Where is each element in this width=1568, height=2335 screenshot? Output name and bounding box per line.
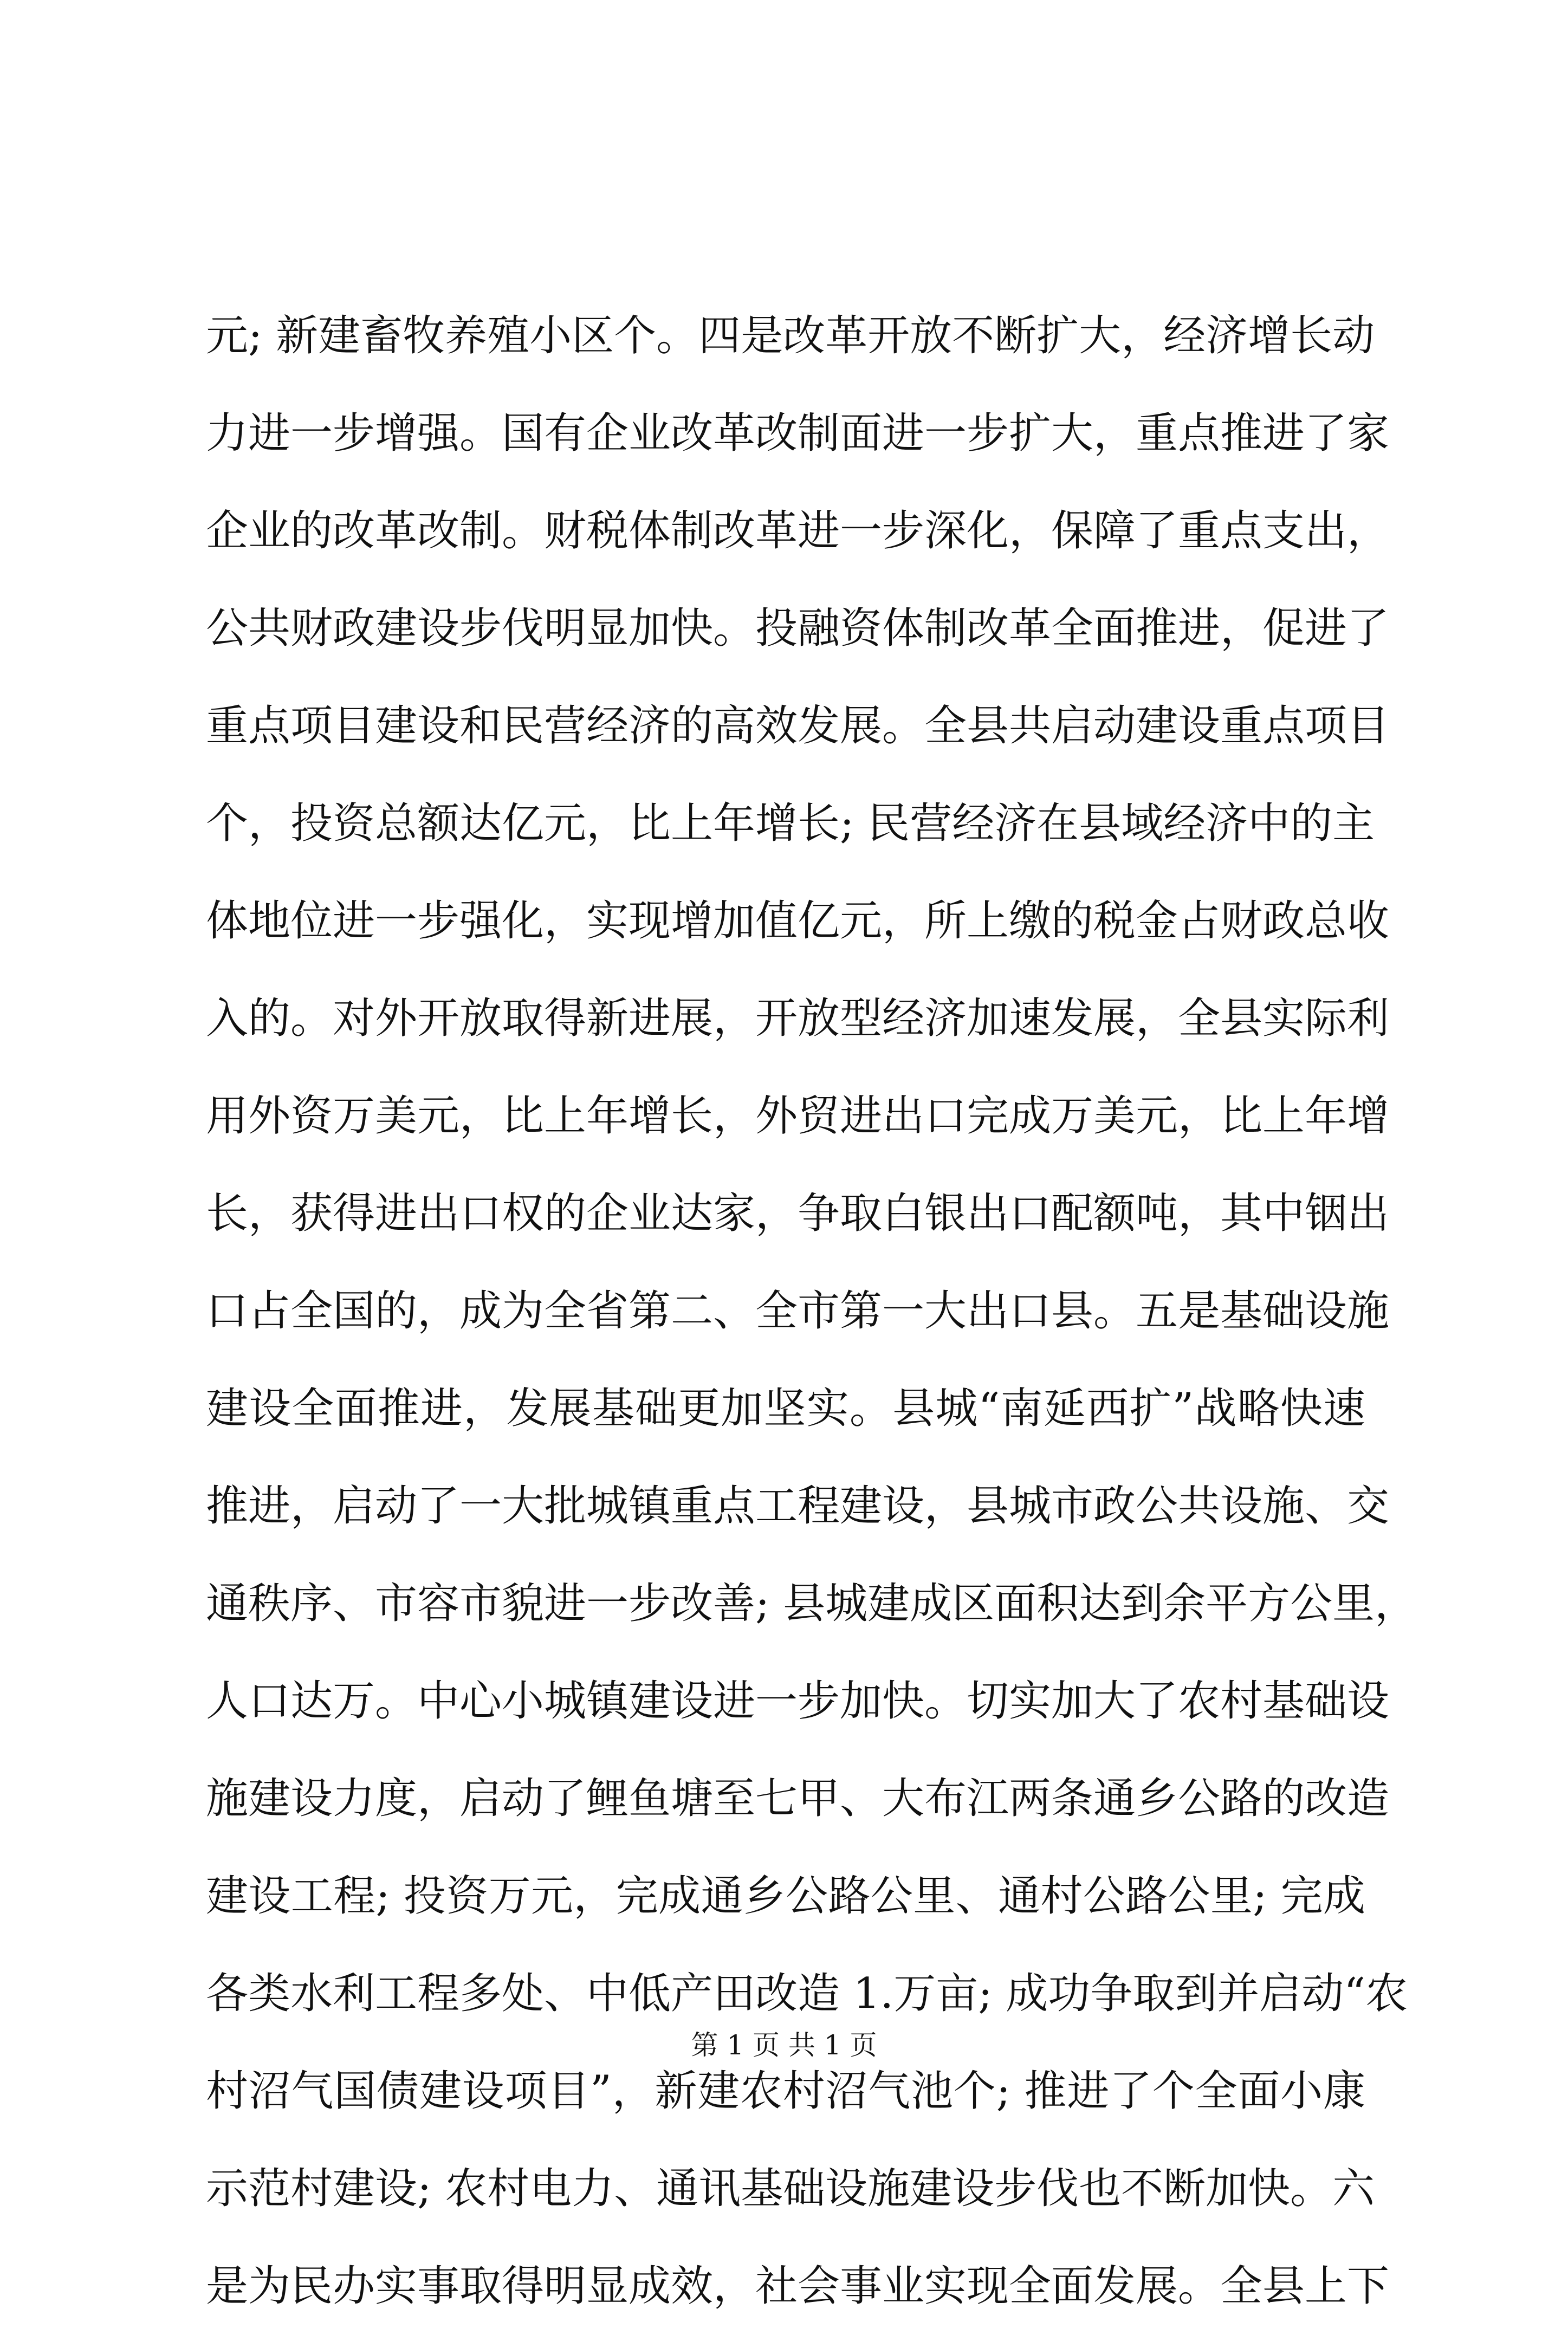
text-line: 各类水利工程多处、中低产田改造 1.万亩; 成功争取到并启动“农 [206, 1969, 1408, 2018]
text-line: 体地位进一步强化，实现增加值亿元，所上缴的税金占财政总收 [206, 897, 1390, 945]
text-line: 个，投资总额达亿元，比上年增长; 民营经济在县域经济中的主 [206, 799, 1375, 848]
text-line: 人口达万。中心小城镇建设进一步加快。切实加大了农村基础设 [206, 1677, 1390, 1726]
text-line: 用外资万美元，比上年增长，外贸进出口完成万美元，比上年增 [206, 1092, 1390, 1140]
text-line: 长，获得进出口权的企业达家，争取白银出口配额吨，其中铟出 [206, 1189, 1390, 1238]
text-line: 力进一步增强。国有企业改革改制面进一步扩大，重点推进了家 [206, 409, 1390, 458]
text-line: 通秩序、市容市貌进一步改善; 县城建成区面积达到余平方公里， [206, 1579, 1417, 1628]
text-line: 建设工程; 投资万元，完成通乡公路公里、通村公路公里; 完成 [206, 1872, 1365, 1921]
text-line: 推进，启动了一大批城镇重点工程建设，县城市政公共设施、交 [206, 1482, 1390, 1530]
body-text [206, 287, 1417, 2335]
text-line: 村沼气国债建设项目”，新建农村沼气池个; 推进了个全面小康 [206, 2067, 1365, 2116]
text-line: 入的。对外开放取得新进展，开放型经济加速发展，全县实际利 [206, 994, 1390, 1043]
text-line: 元; 新建畜牧养殖小区个。四是改革开放不断扩大，经济增长动 [206, 312, 1375, 360]
text-line: 示范村建设; 农村电力、通讯基础设施建设步伐也不断加快。六 [206, 2164, 1375, 2213]
text-line: 口占全国的，成为全省第二、全市第一大出口县。五是基础设施 [206, 1287, 1390, 1335]
text-line: 施建设力度，启动了鲤鱼塘至七甲、大布江两条通乡公路的改造 [206, 1774, 1390, 1823]
text-line: 是为民办实事取得明显成效，社会事业实现全面发展。全县上下 [206, 2262, 1390, 2311]
text-line: 企业的改革改制。财税体制改革进一步深化，保障了重点支出， [206, 507, 1390, 555]
text-line: 建设全面推进，发展基础更加坚实。县城“南延西扩”战略快速 [206, 1384, 1365, 1433]
text-line: 重点项目建设和民营经济的高效发展。全县共启动建设重点项目 [206, 702, 1390, 750]
page-number-footer: 第 1 页 共 1 页 [691, 2029, 877, 2061]
text-line: 公共财政建设步伐明显加快。投融资体制改革全面推进，促进了 [206, 604, 1390, 653]
